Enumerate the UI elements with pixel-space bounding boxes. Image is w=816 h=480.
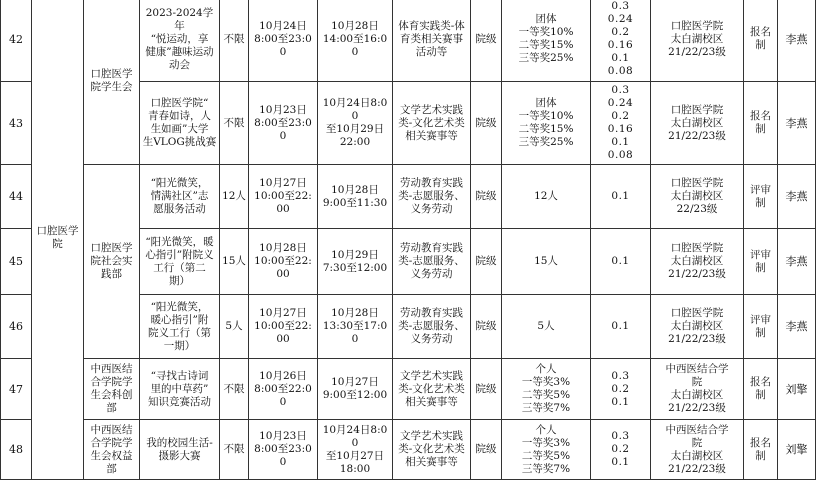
credit-points: 0.3 0.24 0.2 0.16 0.1 0.08: [591, 0, 651, 82]
activity-time: 10月28日 9:00至11:30: [318, 165, 393, 229]
activity-category: 体育实践类-体 育类相关赛事 活动等: [393, 0, 471, 82]
selection-mode: 报名 制: [744, 420, 778, 480]
contact-person: 李燕: [778, 82, 816, 165]
activity-name: “寻找古诗词 里的中草药” 知识竞赛活动: [140, 359, 220, 420]
department-name: 中西医结 合学院学 生会权益 部: [84, 420, 140, 480]
row-number: 42: [1, 0, 32, 82]
department-name: 口腔医学院学生会: [84, 0, 140, 165]
activity-category: 劳动教育实践 类-志愿服务、 义务劳动: [393, 295, 471, 359]
selection-mode: 报名 制: [744, 0, 778, 82]
table-row: [1, 359, 816, 420]
award-ratio: 团体 一等奖10% 二等奖15% 三等奖25%: [502, 82, 591, 165]
row-number: 43: [1, 82, 32, 165]
activity-time: 10月28日 14:00至16:00: [318, 0, 393, 82]
contact-person: 刘擎: [778, 420, 816, 480]
activity-category: 文学艺术实践 类-文化艺术类 相关赛事等: [393, 420, 471, 480]
signup-time: 10月23日 8:00至23:00: [249, 82, 318, 165]
contact-person: 李燕: [778, 295, 816, 359]
campus-scope: 中西医结合学 院 太白湖校区 21/22/23级: [651, 420, 744, 480]
contact-person: 刘擎: [778, 359, 816, 420]
row-number: 44: [1, 165, 32, 229]
participant-limit: 不限: [220, 82, 249, 165]
selection-mode: 报名 制: [744, 359, 778, 420]
participant-limit: 不限: [220, 0, 249, 82]
department-name: 口腔医学院社会实践部: [84, 165, 140, 359]
activity-name: “阳光微笑， 暖心指引”附 院义工行（第 一期）: [140, 295, 220, 359]
selection-mode: 评审 制: [744, 229, 778, 295]
signup-time: 10月24日 8:00至23:00: [249, 0, 318, 82]
activity-time: 10月29日 7:30至12:00: [318, 229, 393, 295]
activity-level: 院级: [471, 165, 502, 229]
activity-name: “阳光微笑，暖 心指引”附院义 工行（第二 期）: [140, 229, 220, 295]
campus-scope: 中西医结合学 院 太白湖校区 21/22/23级: [651, 359, 744, 420]
row-number: 46: [1, 295, 32, 359]
award-ratio: 个人 一等奖3% 二等奖5% 三等奖7%: [502, 359, 591, 420]
participant-limit: 12人: [220, 165, 249, 229]
credit-points: 0.1: [591, 295, 651, 359]
table-row: [1, 0, 816, 82]
credit-points: 0.3 0.2 0.1: [591, 420, 651, 480]
signup-time: 10月27日 10:00至22:00: [249, 165, 318, 229]
signup-time: 10月26日 8:00至22:00: [249, 359, 318, 420]
participant-limit: 5人: [220, 295, 249, 359]
credit-points: 0.3 0.2 0.1: [591, 359, 651, 420]
award-ratio: 12人: [502, 165, 591, 229]
activity-name: 我的校园生活- 摄影大赛: [140, 420, 220, 480]
contact-person: 李燕: [778, 165, 816, 229]
activity-level: 院级: [471, 229, 502, 295]
college-name: 口腔医学院: [32, 0, 84, 480]
campus-scope: 口腔医学院 太白湖校区 21/22/23级: [651, 295, 744, 359]
activity-level: 院级: [471, 0, 502, 82]
activity-category: 文学艺术实践 类-文化艺术类 相关赛事等: [393, 359, 471, 420]
table-row: [1, 420, 816, 480]
selection-mode: 评审 制: [744, 295, 778, 359]
signup-time: 10月27日 10:00至22:00: [249, 295, 318, 359]
award-ratio: 5人: [502, 295, 591, 359]
activity-name: “阳光微笑， 情满社区”志 愿服务活动: [140, 165, 220, 229]
activity-level: 院级: [471, 295, 502, 359]
activity-category: 文学艺术实践 类-文化艺术类 相关赛事等: [393, 82, 471, 165]
row-number: 45: [1, 229, 32, 295]
activity-time: 10月28日 13:30至17:00: [318, 295, 393, 359]
award-ratio: 团体 一等奖10% 二等奖15% 三等奖25%: [502, 0, 591, 82]
signup-time: 10月23日 8:00至23:00: [249, 420, 318, 480]
contact-person: 李燕: [778, 229, 816, 295]
contact-person: 李燕: [778, 0, 816, 82]
department-name: 中西医结 合学院学 生会科创 部: [84, 359, 140, 420]
credit-points: 0.1: [591, 229, 651, 295]
activity-time: 10月24日8:00 至10月29日 22:00: [318, 82, 393, 165]
selection-mode: 评审 制: [744, 165, 778, 229]
credit-points: 0.1: [591, 165, 651, 229]
activity-name: 2023-2024学年 “悦运动，享 健康”趣味运动 动会: [140, 0, 220, 82]
campus-scope: 口腔医学院 太白湖校区 22/23级: [651, 165, 744, 229]
signup-time: 10月28日 10:00至22:00: [249, 229, 318, 295]
selection-mode: 报名 制: [744, 82, 778, 165]
activity-level: 院级: [471, 359, 502, 420]
participant-limit: 15人: [220, 229, 249, 295]
activity-level: 院级: [471, 420, 502, 480]
award-ratio: 个人 一等奖3% 二等奖5% 三等奖7%: [502, 420, 591, 480]
row-number: 48: [1, 420, 32, 480]
campus-scope: 口腔医学院 太白湖校区 21/22/23级: [651, 229, 744, 295]
campus-scope: 口腔医学院 太白湖校区 21/22/23级: [651, 82, 744, 165]
activity-time: 10月27日 9:00至12:00: [318, 359, 393, 420]
activity-name: 口腔医学院“ 青春如诗，人 生如画”大学 生VLOG挑战赛: [140, 82, 220, 165]
activity-time: 10月24日8:00 至10月27日 18:00: [318, 420, 393, 480]
credit-points: 0.3 0.24 0.2 0.16 0.1 0.08: [591, 82, 651, 165]
activity-category: 劳动教育实践 类-志愿服务、 义务劳动: [393, 229, 471, 295]
participant-limit: 不限: [220, 420, 249, 480]
row-number: 47: [1, 359, 32, 420]
table-row: [1, 165, 816, 229]
activity-level: 院级: [471, 82, 502, 165]
award-ratio: 15人: [502, 229, 591, 295]
participant-limit: 不限: [220, 359, 249, 420]
activity-category: 劳动教育实践 类-志愿服务、 义务劳动: [393, 165, 471, 229]
campus-scope: 口腔医学院 太白湖校区 21/22/23级: [651, 0, 744, 82]
